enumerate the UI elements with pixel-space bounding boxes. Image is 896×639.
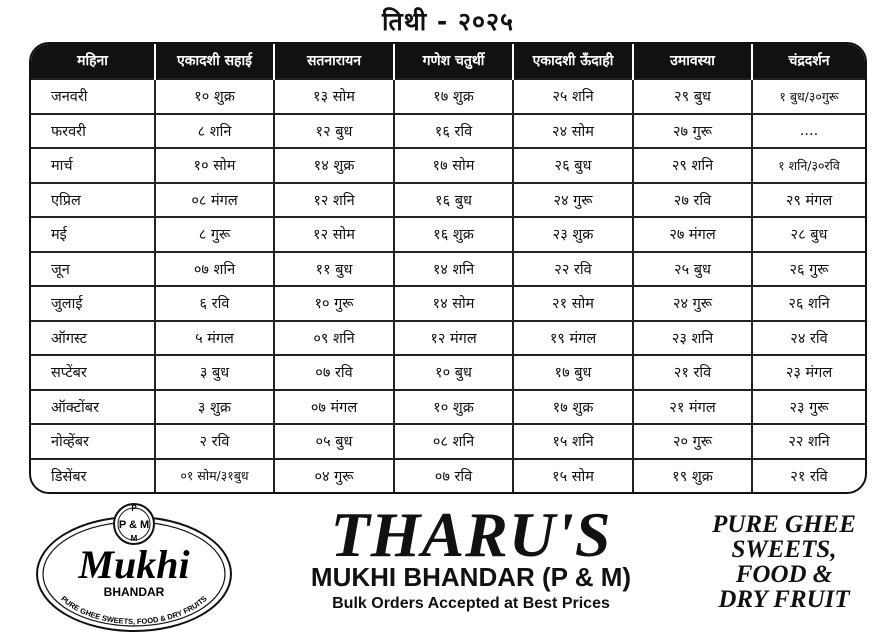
month-cell: ऑगस्ट	[31, 321, 155, 356]
tithi-cell: ०८ मंगल	[155, 183, 274, 218]
tithi-cell: ३ शुक्र	[155, 390, 274, 425]
tithi-cell: २२ रवि	[513, 252, 633, 287]
svg-text:M: M	[130, 534, 138, 543]
tithi-cell: ६ रवि	[155, 286, 274, 321]
tithi-cell: १४ शनि	[394, 252, 513, 287]
tithi-cell: ८ गुरू	[155, 217, 274, 252]
tithi-cell: २७ गुरू	[633, 114, 752, 149]
table-row	[31, 148, 865, 183]
month-cell: एप्रिल	[31, 183, 155, 218]
month-cell: नोव्हेंबर	[31, 424, 155, 459]
tithi-cell: २३ गुरू	[752, 390, 865, 425]
tithi-cell: २४ गुरू	[513, 183, 633, 218]
tithi-cell: १५ सोम	[513, 459, 633, 493]
tithi-cell: २९ मंगल	[752, 183, 865, 218]
page-title: तिथी - २०२५	[382, 7, 514, 36]
tithi-cell: १४ सोम	[394, 286, 513, 321]
header-ekadashi-sahai: एकादशी सहाई	[155, 44, 274, 79]
header-month: महिना	[31, 44, 155, 79]
month-cell: जनवरी	[31, 79, 155, 114]
month-cell: फरवरी	[31, 114, 155, 149]
tithi-cell: ०७ मंगल	[274, 390, 394, 425]
tithi-cell: ११ बुध	[274, 252, 394, 287]
table-body	[31, 79, 865, 492]
month-cell: मार्च	[31, 148, 155, 183]
tithi-cell: १२ बुध	[274, 114, 394, 149]
tithi-cell: २१ सोम	[513, 286, 633, 321]
table-row	[31, 459, 865, 493]
tithi-cell: ५ मंगल	[155, 321, 274, 356]
tithi-cell: १२ शनि	[274, 183, 394, 218]
tithi-cell: २० गुरू	[633, 424, 752, 459]
tithi-cell: २ रवि	[155, 424, 274, 459]
tithi-cell: २२ शनि	[752, 424, 865, 459]
table-header-row	[31, 44, 865, 79]
tithi-cell: १० बुध	[394, 355, 513, 390]
tithi-cell: २३ शनि	[633, 321, 752, 356]
header-satnarayan: सतनारायन	[274, 44, 394, 79]
table-row	[31, 252, 865, 287]
tithi-cell: ०८ शनि	[394, 424, 513, 459]
tithi-cell: ०७ शनि	[155, 252, 274, 287]
tithi-cell: २७ रवि	[633, 183, 752, 218]
tithi-cell: १ बुध/३०गुरू	[752, 79, 865, 114]
logo-sub-text: BHANDAR	[103, 585, 165, 599]
tithi-table-frame	[29, 42, 867, 494]
tithi-cell: १२ मंगल	[394, 321, 513, 356]
tithi-cell: १७ शुक्र	[513, 390, 633, 425]
tithi-cell: २६ गुरू	[752, 252, 865, 287]
tithi-cell: २९ शनि	[633, 148, 752, 183]
header-amavasya: उमावस्या	[633, 44, 752, 79]
table-row	[31, 286, 865, 321]
table-row	[31, 183, 865, 218]
tithi-cell: ३ बुध	[155, 355, 274, 390]
table-row	[31, 114, 865, 149]
tithi-cell: १५ शनि	[513, 424, 633, 459]
tithi-cell: ०९ शनि	[274, 321, 394, 356]
logo-script-text: Mukhi	[78, 542, 190, 587]
month-cell: जून	[31, 252, 155, 287]
tithi-cell: १६ बुध	[394, 183, 513, 218]
table-row	[31, 217, 865, 252]
right-tagline	[680, 512, 888, 612]
month-cell: सप्टेंबर	[31, 355, 155, 390]
tithi-cell: १२ सोम	[274, 217, 394, 252]
month-cell: ऑक्टोंबर	[31, 390, 155, 425]
header-chandradarshan: चंद्रदर्शन	[752, 44, 865, 79]
tithi-cell: २७ मंगल	[633, 217, 752, 252]
brand-subtitle: MUKHI BHANDAR (P & M)	[310, 562, 632, 592]
table-row	[31, 390, 865, 425]
brand-name: THARU'S	[330, 499, 612, 570]
tithi-cell: १० शुक्र	[155, 79, 274, 114]
table-row	[31, 424, 865, 459]
table-row	[31, 79, 865, 114]
svg-text:P: P	[131, 504, 137, 513]
tithi-cell: १६ शुक्र	[394, 217, 513, 252]
tithi-cell: १९ शुक्र	[633, 459, 752, 493]
tithi-cell: १० सोम	[155, 148, 274, 183]
tithi-cell: १० गुरू	[274, 286, 394, 321]
tithi-cell: २१ रवि	[633, 355, 752, 390]
month-cell: जुलाई	[31, 286, 155, 321]
tithi-cell: २९ बुध	[633, 79, 752, 114]
tithi-cell: ....	[752, 114, 865, 149]
tithi-cell: २३ शुक्र	[513, 217, 633, 252]
tithi-cell: ०१ सोम/३१बुध	[155, 459, 274, 493]
header-ganesh-chaturthi: गणेश चतुर्थी	[394, 44, 513, 79]
month-cell: डिसेंबर	[31, 459, 155, 493]
tithi-cell: १० शुक्र	[394, 390, 513, 425]
month-cell: मई	[31, 217, 155, 252]
tithi-cell: २४ सोम	[513, 114, 633, 149]
tithi-cell: २५ बुध	[633, 252, 752, 287]
logo-ring-text: PURE GHEE SWEETS, FOOD & DRY FRUITS	[59, 594, 209, 627]
tithi-cell: १७ शुक्र	[394, 79, 513, 114]
right-tagline-line: SWEETS,	[731, 536, 837, 563]
header-ekadashi-udahi: एकादशी ऊँदाही	[513, 44, 633, 79]
tithi-cell: १७ सोम	[394, 148, 513, 183]
tithi-cell: २५ शनि	[513, 79, 633, 114]
tithi-table	[31, 44, 865, 492]
tithi-cell: १९ मंगल	[513, 321, 633, 356]
right-tagline-line: DRY FRUIT	[718, 586, 850, 613]
mukhi-bhandar-logo	[34, 502, 234, 634]
tithi-cell: २१ रवि	[752, 459, 865, 493]
tithi-cell: २३ मंगल	[752, 355, 865, 390]
tithi-cell: २४ गुरू	[633, 286, 752, 321]
tithi-cell: २४ रवि	[752, 321, 865, 356]
logo-top-text: P & M	[118, 519, 150, 531]
tithi-cell: २८ बुध	[752, 217, 865, 252]
tithi-cell: १६ रवि	[394, 114, 513, 149]
tithi-cell: २६ बुध	[513, 148, 633, 183]
tithi-cell: १३ सोम	[274, 79, 394, 114]
brand-tagline: Bulk Orders Accepted at Best Prices	[332, 595, 610, 612]
tithi-cell: ०७ रवि	[394, 459, 513, 493]
tithi-cell: १ शनि/३०रवि	[752, 148, 865, 183]
tithi-cell: ०७ रवि	[274, 355, 394, 390]
right-tagline-line: PURE GHEE	[712, 511, 856, 538]
tithi-cell: ०४ गुरू	[274, 459, 394, 493]
tithi-cell: ८ शनि	[155, 114, 274, 149]
table-row	[31, 355, 865, 390]
tithi-cell: १४ शुक्र	[274, 148, 394, 183]
tithi-cell: २१ मंगल	[633, 390, 752, 425]
tithi-cell: १७ बुध	[513, 355, 633, 390]
right-tagline-line: FOOD &	[735, 561, 833, 588]
table-row	[31, 321, 865, 356]
tithi-cell: २६ शनि	[752, 286, 865, 321]
tithi-cell: ०५ बुध	[274, 424, 394, 459]
